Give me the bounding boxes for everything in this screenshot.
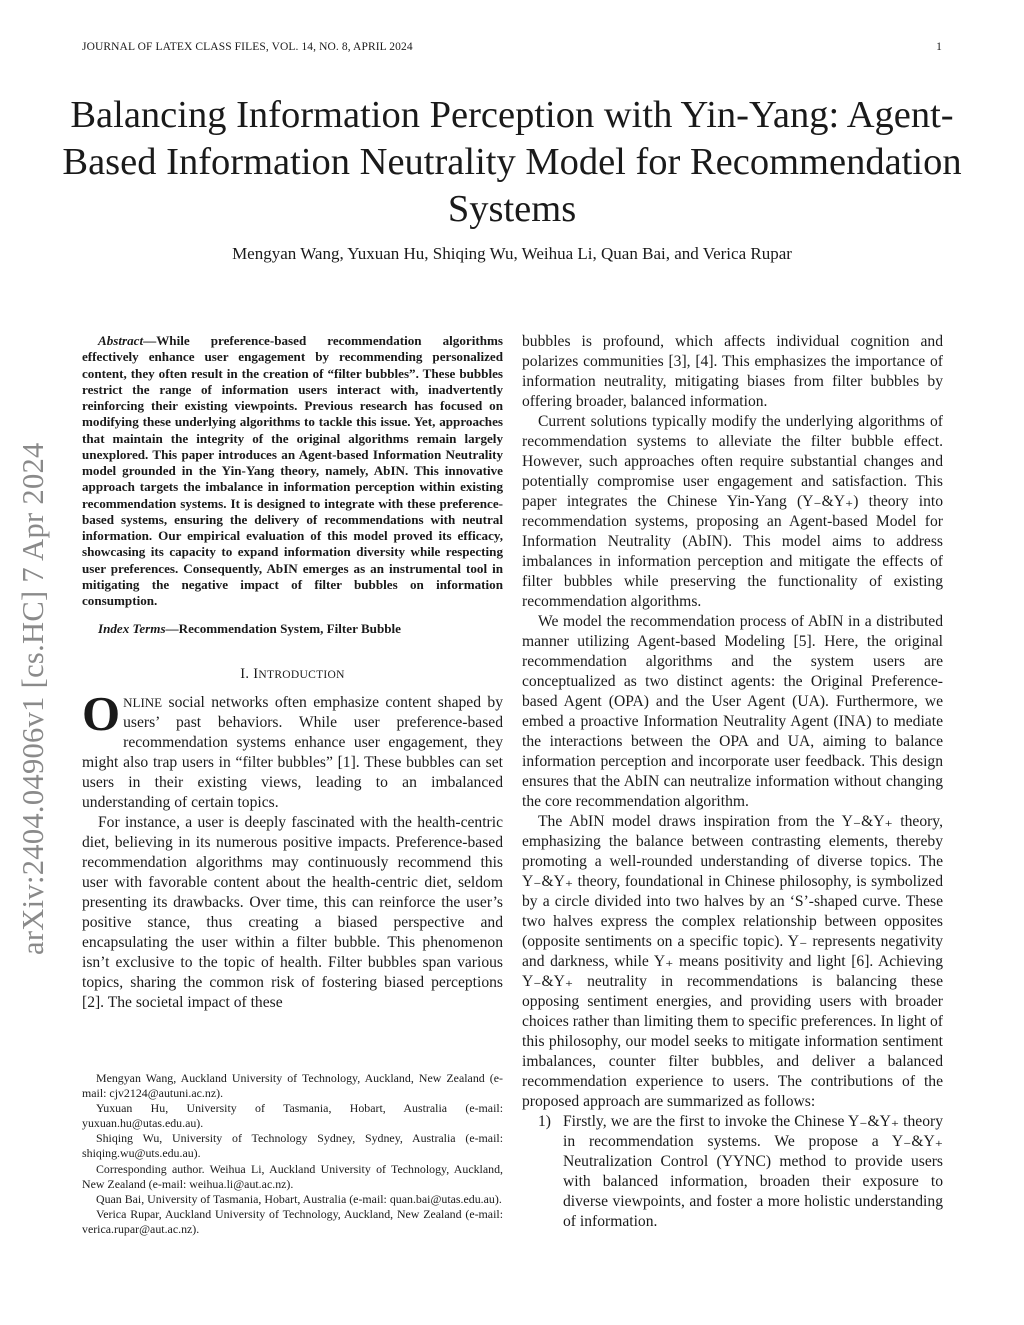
list-item: 1) Firstly, we are the first to invoke the Chinese Y₋&Y₊ theory in recommendation systems. We propose a Y₋&Y₊ Neutralization Control (YYNC) method to provide users with balanced information, broaden their exposure to diverse viewpoints, and foster a more holistic understanding of information.	[538, 1113, 943, 1230]
index-terms-label: Index Terms	[98, 621, 166, 637]
footnote: Yuxuan Hu, University of Tasmania, Hobart, Australia (e-mail: yuxuan.hu@utas.edu.au).	[82, 1101, 503, 1131]
right-column	[522, 332, 943, 1232]
intro-paragraph: The AbIN model draws inspiration from the Y₋&Y₊ theory, emphasizing the balance between contrasting elements, thereby promoting a well-rounded understanding of diverse topics. The Y₋&Y₊ theory, foundational in Chinese philosophy, is symbolized by a circle divided into two halves by an ‘S’-shaped curve. These two halves express the complex relationship between opposites (opposite sentiments on a specific topic). Y₋ represents negativity and darkness, while Y₊ means positivity and light [6]. Achieving Y₋&Y₊ neutrality in recommendations is balancing these opposing sentiment energies, and providing users with broader choices rather than limiting them to specific preferences. In light of this philosophy, our model seeks to mitigate information sentiment imbalances, counter filter bubbles, and deliver a balanced recommendation experience to users. The contributions of the proposed approach are summarized as follows:	[522, 813, 943, 1110]
footnote: Quan Bai, University of Tasmania, Hobart, Australia (e-mail: quan.bai@utas.edu.au).	[96, 1191, 502, 1206]
abstract-text: —While preference-based recommendation algorithms effectively enhance user engagement by recommending personalized content, they often result in the creation of “filter bubbles”. These bubbles restrict the range of information users interact with, inadvertently reinforcing their existing viewpoints. Previous research has focused on modifying these underlying algorithms to tackle this issue. Yet, approaches that maintain the integrity of the original algorithms remain largely unexplored. This paper introduces an Agent-based Information Neutrality model grounded in the Yin-Yang theory, namely, AbIN. This innovative approach targets the imbalance in information perception within existing recommendation systems. It is designed to integrate with these preference-based systems, ensuring the delivery of recommendations with neutral information. Our empirical evaluation of this model proved its efficacy, showcasing its capacity to expand information diversity while respecting user preferences. Consequently, AbIN emerges as an instrumental tool in mitigating the negative impact of filter bubbles on information consumption.	[82, 333, 503, 608]
footnote: Shiqing Wu, University of Technology Sydney, Sydney, Australia (e-mail: shiqing.wu@uts.edu.au).	[82, 1131, 503, 1161]
paper-title: Balancing Information Perception with Yin-Yang: Agent-Based Information Neutrality Model for Recommendation Systems	[62, 94, 962, 230]
intro-paragraph: ONLINE social networks often emphasize content shaped by users’ past behaviors. While user preference-based recommendation systems enhance user engagement, they might also trap users in “filter bubbles” [1]. These bubbles can set users in their existing views, leading to an imbalanced understanding of certain topics.	[82, 685, 503, 811]
drop-cap: O	[82, 685, 121, 741]
index-terms-text: —Recommendation System, Filter Bubble	[165, 621, 401, 637]
abstract	[82, 333, 503, 609]
author-list: Mengyan Wang, Yuxuan Hu, Shiqing Wu, Weihua Li, Quan Bai, and Verica Rupar	[232, 244, 792, 263]
intro-paragraph: We model the recommendation process of AbIN in a distributed manner utilizing Agent-based Modeling [5]. Here, the original recommendation algorithms and the system users are conceptualized as two distinct agents: the Original Preference-based Agent (OPA) and the User Agent (UA). Furthermore, we embed a proactive Information Neutrality Agent (INA) to mediate the interactions between the OPA and UA, aiming to balance information perception and incorporate user feedback. This design ensures that the AbIN can neutralize information without changing the core recommendation algorithm.	[522, 613, 943, 810]
footnote: Corresponding author. Weihua Li, Auckland University of Technology, Auckland, New Zealand (e-mail: weihua.li@aut.ac.nz).	[82, 1161, 503, 1191]
footnote: Mengyan Wang, Auckland University of Technology, Auckland, New Zealand (e-mail: cjv2124@autuni.ac.nz).	[82, 1071, 503, 1101]
footnotes	[82, 1071, 503, 1237]
footnote: Verica Rupar, Auckland University of Technology, Auckland, New Zealand (e-mail: verica.rupar@aut.ac.nz).	[82, 1206, 503, 1236]
index-terms	[82, 621, 503, 637]
intro-paragraph: For instance, a user is deeply fascinated with the health-centric diet, believing in its numerous positive impacts. Preference-based recommendation algorithms may continuously recommend this user with favorable content about the health-centric diet, seldom presenting its drawbacks. Over time, this can reinforce the user’s positive stance, thus creating a biased perspective and encapsulating the user within a filter bubble. This phenomenon isn’t exclusive to the topic of health. Filter bubbles span various topics, sharing the common risk of fostering biased perceptions [2]. The societal impact of these	[82, 813, 503, 1011]
abstract-label: Abstract	[98, 333, 144, 348]
intro-paragraph: Current solutions typically modify the underlying algorithms of recommendation systems to alleviate the filter bubble effect. However, such approaches often require substantial changes and potentially compromise user engagement and satisfaction. This paper integrates the Chinese Yin-Yang (Y₋&Y₊) theory into recommendation systems, proposing an Agent-based Model for Information Neutrality (AbIN). This model aims to address imbalances in information perception and mitigate the effects of filter bubbles while preserving the functionality of existing recommendation algorithms.	[522, 413, 943, 610]
left-column	[82, 333, 503, 1013]
arxiv-identifier: arXiv:2404.04906v1 [cs.HC] 7 Apr 2024	[16, 442, 50, 955]
running-header: JOURNAL OF LATEX CLASS FILES, VOL. 14, NO. 8, APRIL 2024	[82, 41, 413, 53]
page-number: 1	[936, 41, 942, 53]
intro-paragraph-continued: bubbles is profound, which affects individual cognition and polarizes communities [3], [4]. This emphasizes the importance of information neutrality, mitigating biases from filter bubbles by offering broader, balanced information.	[522, 333, 943, 410]
contribution-list	[522, 1112, 943, 1232]
section-heading: I. INTRODUCTION	[240, 665, 345, 682]
